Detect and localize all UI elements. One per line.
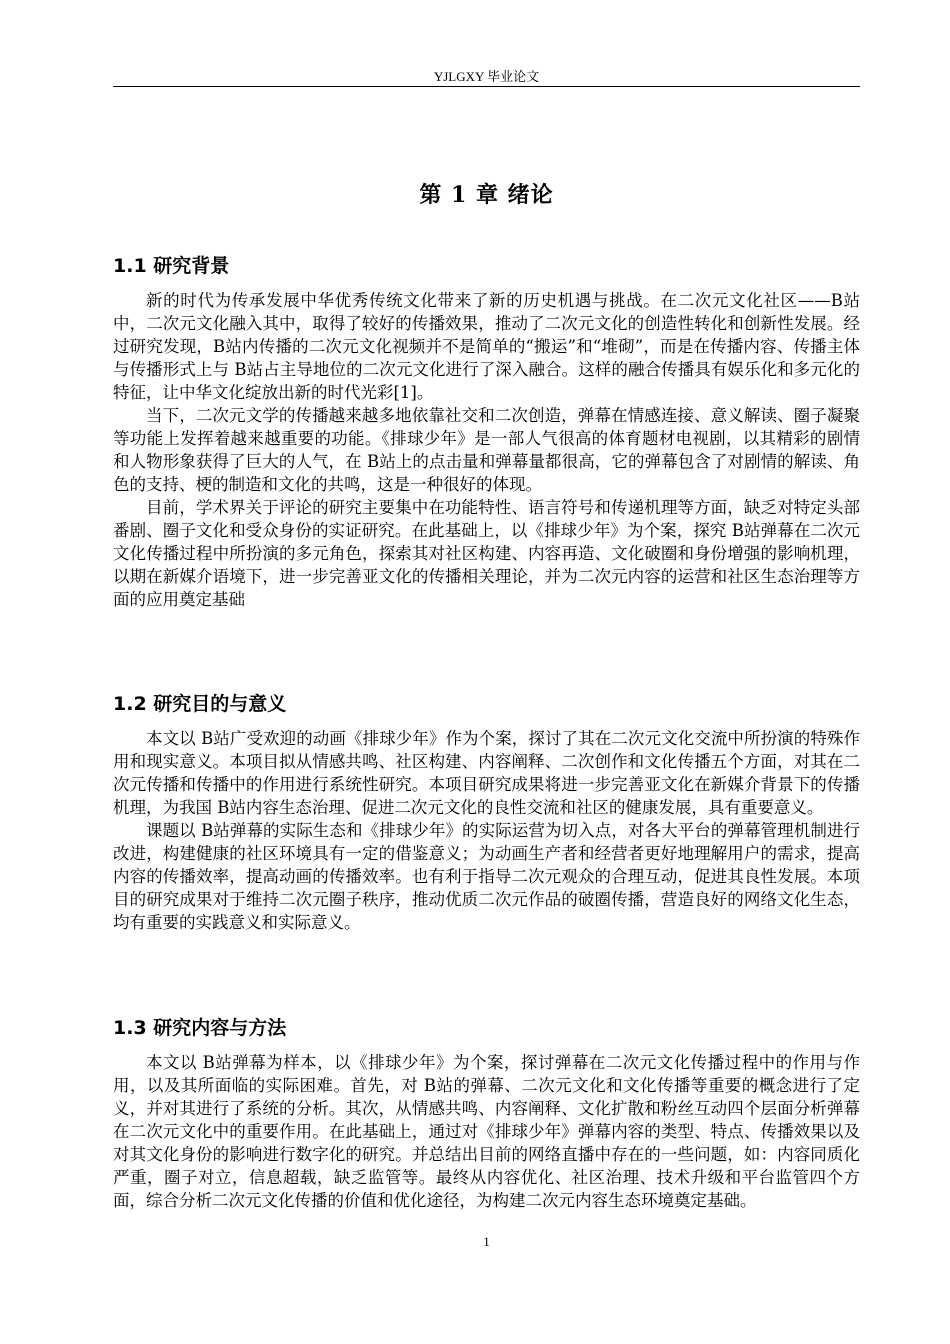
section-heading: 1.2 研究目的与意义: [113, 693, 287, 715]
header-divider: [113, 86, 860, 87]
paragraph: 本文以 B站弹幕为样本，以《排球少年》为个案，探讨弹幕在二次元文化传播过程中的作用与作用，以及其所面临的实际困难。首先，对 B站的弹幕、二次元文化和文化传播等重要的概念进行了定义，并对其进行了系统的分析。其次，从情感共鸣、内容阐释、文化扩散和粉丝互动四个层面分析弹幕在二次元文化中的重要作用。在此基础上，通过对《排球少年》弹幕内容的类型、特点、传播效果以及对其文化身份的影响进行数字化的研究。并总结出目前的网络直播中存在的一些问题，如：内容同质化严重，圈子对立，信息超载，缺乏监管等。最终从内容优化、社区治理、技术升级和平台监管四个方面，综合分析二次元文化传播的价值和优化途径，为构建二次元内容生态环境奠定基础。: [113, 1053, 860, 1210]
section-heading: 1.3 研究内容与方法: [113, 1017, 287, 1039]
running-header: YJLGXY 毕业论文: [433, 69, 540, 84]
section-body: [113, 289, 860, 611]
section-research-background: [113, 253, 860, 611]
paragraph: 本文以 B站广受欢迎的动画《排球少年》作为个案，探讨了其在二次元文化交流中所扮演的特殊作用和现实意义。本项目拟从情感共鸣、社区构建、内容阐释、二次创作和文化传播五个方面，对其在二次元传播和传播中的作用进行系统性研究。本项目研究成果将进一步完善亚文化在新媒介背景下的传播机理，为我国 B站内容生态治理、促进二次元文化的良性交流和社区的健康发展，具有重要意义。: [113, 729, 860, 817]
paragraph: 目前，学术界关于评论的研究主要集中在功能特性、语言符号和传递机理等方面，缺乏对特定头部番剧、圈子文化和受众身份的实证研究。在此基础上，以《排球少年》为个案，探究 B站弹幕在二次元文化传播过程中所扮演的多元角色，探索其对社区构建、内容再造、文化破圈和身份增强的影响机理，以期在新媒介语境下，进一步完善亚文化的传播相关理论，并为二次元内容的运营和社区生态治理等方面的应用奠定基础: [113, 498, 860, 609]
section-heading: 1.1 研究背景: [113, 255, 230, 277]
paragraph: 课题以 B站弹幕的实际生态和《排球少年》的实际运营为切入点，对各大平台的弹幕管理机制进行改进，构建健康的社区环境具有一定的借鉴意义；为动画生产者和经营者更好地理解用户的需求，提高内容的传播效率，提高动画的传播效率。也有利于指导二次元观众的合理互动，促进其良性发展。本项目的研究成果对于维持二次元圈子秩序，推动优质二次元作品的破圈传播，营造良好的网络文化生态，均有重要的实践意义和实际意义。: [113, 821, 860, 932]
page-number: 1: [483, 1234, 490, 1249]
paragraph: 当下，二次元文学的传播越来越多地依靠社交和二次创造，弹幕在情感连接、意义解读、圈子凝聚等功能上发挥着越来越重要的功能。《排球少年》是一部人气很高的体育题材电视剧，以其精彩的剧情和人物形象获得了巨大的人气，在 B站上的点击量和弹幕量都很高，它的弹幕包含了对剧情的解读、角色的支持、梗的制造和文化的共鸣，这是一种很好的体现。: [113, 406, 860, 494]
section-body: [113, 727, 860, 934]
section-body: [113, 1051, 860, 1212]
section-purpose-significance: [113, 691, 860, 934]
chapter-title: 第 1 章 绪论: [419, 182, 554, 208]
section-content-methods: [113, 1015, 860, 1212]
paragraph: 新的时代为传承发展中华优秀传统文化带来了新的历史机遇与挑战。在二次元文化社区——B站中，二次元文化融入其中，取得了较好的传播效果，推动了二次元文化的创造性转化和创新性发展。经过研究发现，B站内传播的二次元文化视频并不是简单的“搬运”和“堆砌”，而是在传播内容、传播主体与传播形式上与 B站占主导地位的二次元文化进行了深入融合。这样的融合传播具有娱乐化和多元化的特征，让中华文化绽放出新的时代光彩[1]。: [113, 291, 860, 402]
